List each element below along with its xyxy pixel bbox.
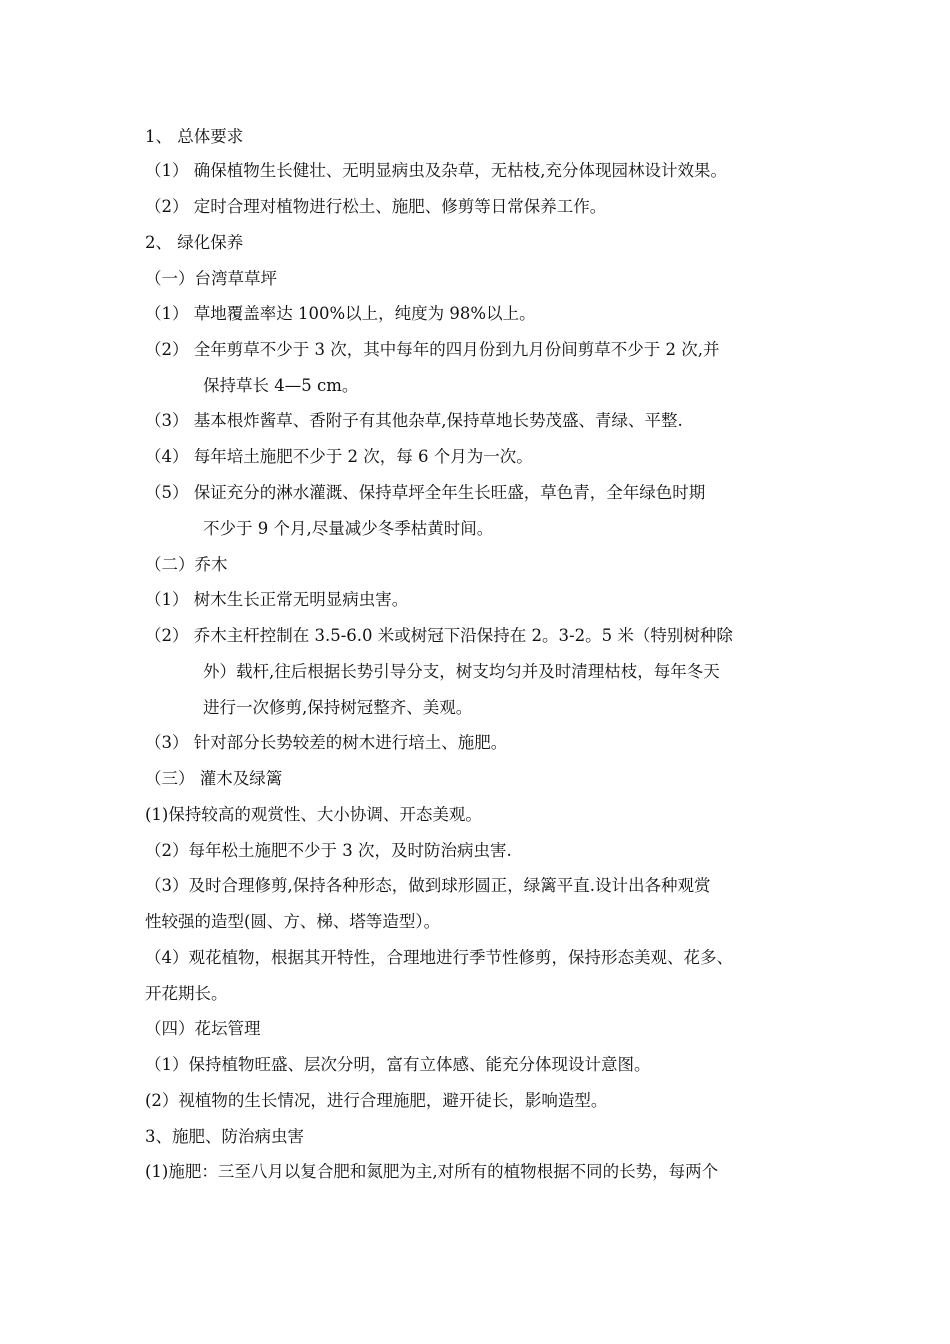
paragraph-line: （3） 基本根炸酱草、香附子有其他杂草,保持草地长势茂盛、青绿、平整. <box>145 411 683 430</box>
paragraph-continuation: 开花期长。 <box>145 984 228 1003</box>
paragraph-line: (2）视植物的生长情况，进行合理施肥，避开徒长，影响造型。 <box>145 1091 608 1110</box>
paragraph-line: （5） 保证充分的淋水灌溉、保持草坪全年生长旺盛，草色青，全年绿色时期 <box>145 483 706 502</box>
paragraph-line: （2） 全年剪草不少于 3 次，其中每年的四月份到九月份间剪草不少于 2 次,并 <box>145 340 720 359</box>
section-heading-2: 2、 绿化保养 <box>145 233 244 252</box>
paragraph-line: （4） 每年培土施肥不少于 2 次，每 6 个月为一次。 <box>145 447 533 466</box>
paragraph-line: (1)施肥：三至八月以复合肥和氮肥为主,对所有的植物根据不同的长势，每两个 <box>145 1162 719 1181</box>
paragraph-continuation: 外）载杆,往后根据长势引导分支，树支均匀并及时清理枯枝，每年冬天 <box>203 662 720 681</box>
paragraph-line: （2） 定时合理对植物进行松土、施肥、修剪等日常保养工作。 <box>145 197 607 216</box>
paragraph-continuation: 性较强的造型(圆、方、梯、塔等造型）。 <box>145 912 441 931</box>
paragraph-line: （1）保持植物旺盛、层次分明，富有立体感、能充分体现设计意图。 <box>145 1055 651 1074</box>
paragraph-line: （1） 树木生长正常无明显病虫害。 <box>145 590 409 609</box>
paragraph-line: （4）观花植物，根据其开特性，合理地进行季节性修剪，保持形态美观、花多、 <box>145 948 733 967</box>
subsection-heading: （三） 灌木及绿篱 <box>145 769 283 788</box>
section-heading-3: 3、施肥、防治病虫害 <box>145 1127 304 1146</box>
subsection-heading: （四）花坛管理 <box>145 1019 261 1038</box>
paragraph-line: （3） 针对部分长势较差的树木进行培土、施肥。 <box>145 733 508 752</box>
paragraph-line: （2） 乔木主杆控制在 3.5-6.0 米或树冠下沿保持在 2。3-2。5 米（特别树种除 <box>145 626 733 645</box>
paragraph-line: （3）及时合理修剪,保持各种形态，做到球形圆正，绿篱平直.设计出各种观赏 <box>145 876 711 895</box>
paragraph-line: (1)保持较高的观赏性、大小协调、开态美观。 <box>145 805 482 824</box>
paragraph-line: （1） 确保植物生长健壮、无明显病虫及杂草，无枯枝,充分体现园林设计效果。 <box>145 161 727 180</box>
paragraph-continuation: 不少于 9 个月,尽量减少冬季枯黄时间。 <box>203 519 494 538</box>
section-heading-1: 1、 总体要求 <box>145 127 244 146</box>
subsection-heading: （二）乔木 <box>145 555 228 574</box>
paragraph-continuation: 进行一次修剪,保持树冠整齐、美观。 <box>203 698 473 717</box>
subsection-heading: （一）台湾草草坪 <box>145 269 277 288</box>
paragraph-line: （1） 草地覆盖率达 100%以上，纯度为 98%以上。 <box>145 304 536 323</box>
paragraph-continuation: 保持草长 4—5 cm。 <box>203 376 359 395</box>
paragraph-line: （2）每年松土施肥不少于 3 次，及时防治病虫害. <box>145 841 512 860</box>
